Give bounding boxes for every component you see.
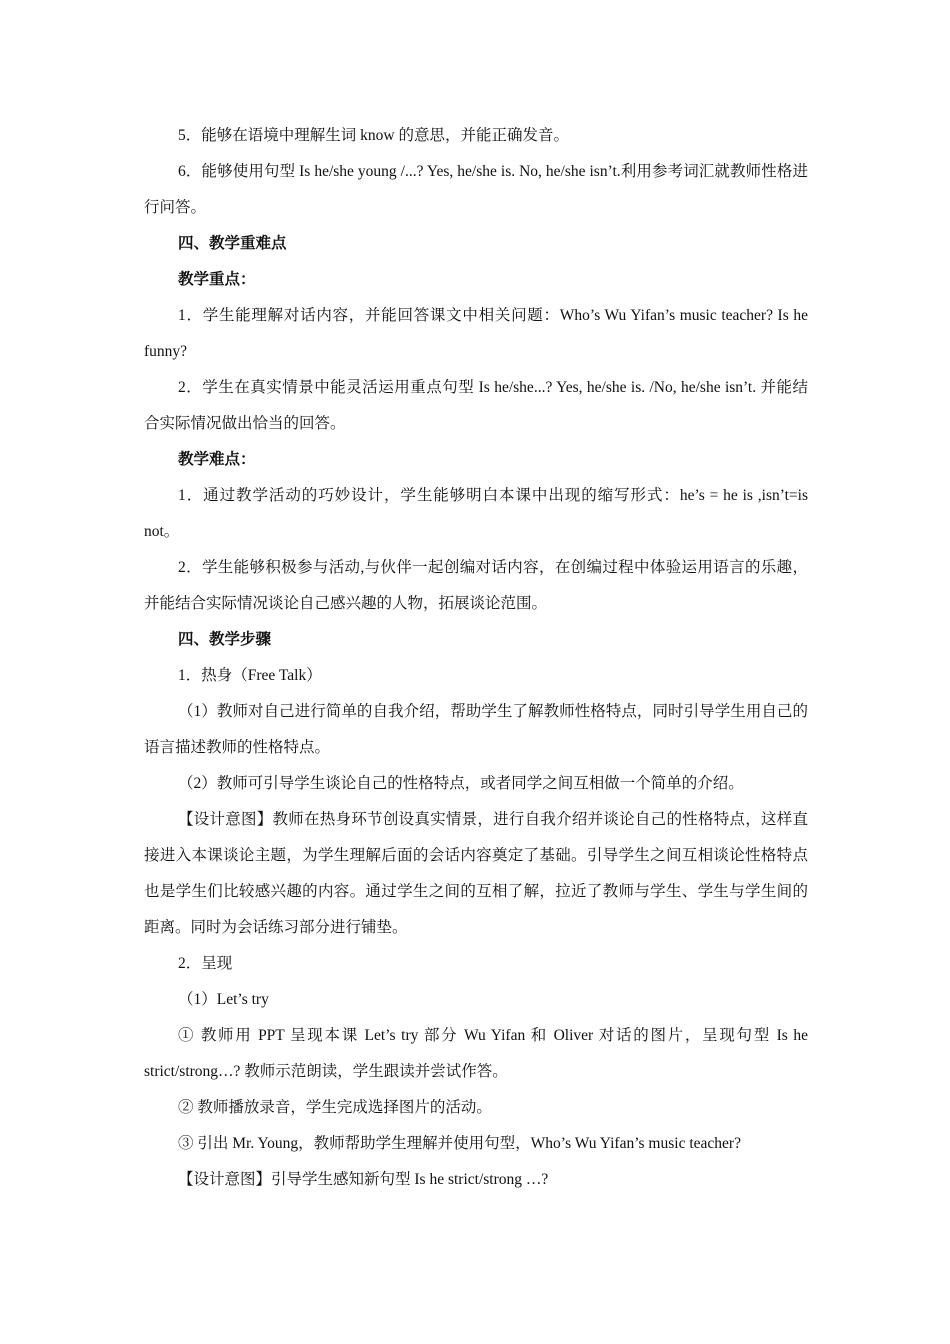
- subheading-teaching-difficulty: 教学难点：: [178, 451, 256, 468]
- document-body: [144, 118, 808, 1198]
- paragraph-step-presentation: 2．呈现: [178, 955, 233, 972]
- paragraph-warmup-2: （2）教师可引导学生谈论自己的性格特点，或者同学之间互相做一个简单的介绍。: [178, 775, 744, 792]
- paragraph-lets-try-3: ③ 引出 Mr. Young，教师帮助学生理解并使用句型，Who’s Wu Yifan’s music teacher?: [178, 1135, 741, 1152]
- paragraph-design-intent-1: 【设计意图】教师在热身环节创设真实情景，进行自我介绍并谈论自己的性格特点，这样直接进入本课谈论主题，为学生理解后面的会话内容奠定了基础。引导学生之间互相谈论性格特点也是学生们比较感兴趣的内容。通过学生之间的互相了解，拉近了教师与学生、学生与学生间的距离。同时为会话练习部分进行铺垫。: [144, 811, 808, 936]
- paragraph-step-warmup: 1．热身（Free Talk）: [178, 667, 322, 684]
- paragraph-objective-6: 6．能够使用句型 Is he/she young /...? Yes, he/she is. No, he/she isn’t.利用参考词汇就教师性格进行问答。: [144, 163, 808, 216]
- paragraph-design-intent-2: 【设计意图】引导学生感知新句型 Is he strict/strong …?: [178, 1171, 549, 1188]
- paragraph-lets-try: （1）Let’s try: [178, 991, 269, 1008]
- section-heading-teaching-steps: 四、教学步骤: [178, 631, 272, 648]
- paragraph-difficulty-2: 2．学生能够积极参与活动,与伙伴一起创编对话内容，在创编过程中体验运用语言的乐趣，并能结合实际情况谈论自己感兴趣的人物，拓展谈论范围。: [144, 559, 808, 612]
- paragraph-focus-2: 2．学生在真实情景中能灵活运用重点句型 Is he/she...? Yes, he/she is. /No, he/she isn’t. 并能结合实际情况做出恰当的回答。: [144, 379, 808, 432]
- subheading-teaching-focus: 教学重点：: [178, 271, 256, 288]
- paragraph-warmup-1: （1）教师对自己进行简单的自我介绍，帮助学生了解教师性格特点，同时引导学生用自己的语言描述教师的性格特点。: [144, 703, 808, 756]
- paragraph-lets-try-1: ① 教师用 PPT 呈现本课 Let’s try 部分 Wu Yifan 和 Oliver 对话的图片，呈现句型 Is he strict/strong…? 教师示范朗读，学生跟读并尝试作答。: [144, 1027, 808, 1080]
- paragraph-focus-1: 1．学生能理解对话内容，并能回答课文中相关问题：Who’s Wu Yifan’s music teacher? Is he funny?: [144, 307, 808, 360]
- paragraph-lets-try-2: ② 教师播放录音，学生完成选择图片的活动。: [178, 1099, 492, 1116]
- section-heading-key-points: 四、教学重难点: [178, 235, 287, 252]
- paragraph-difficulty-1: 1．通过教学活动的巧妙设计，学生能够明白本课中出现的缩写形式：he’s = he is ,isn’t=is not。: [144, 487, 808, 540]
- paragraph-objective-5: 5．能够在语境中理解生词 know 的意思，并能正确发音。: [178, 127, 569, 144]
